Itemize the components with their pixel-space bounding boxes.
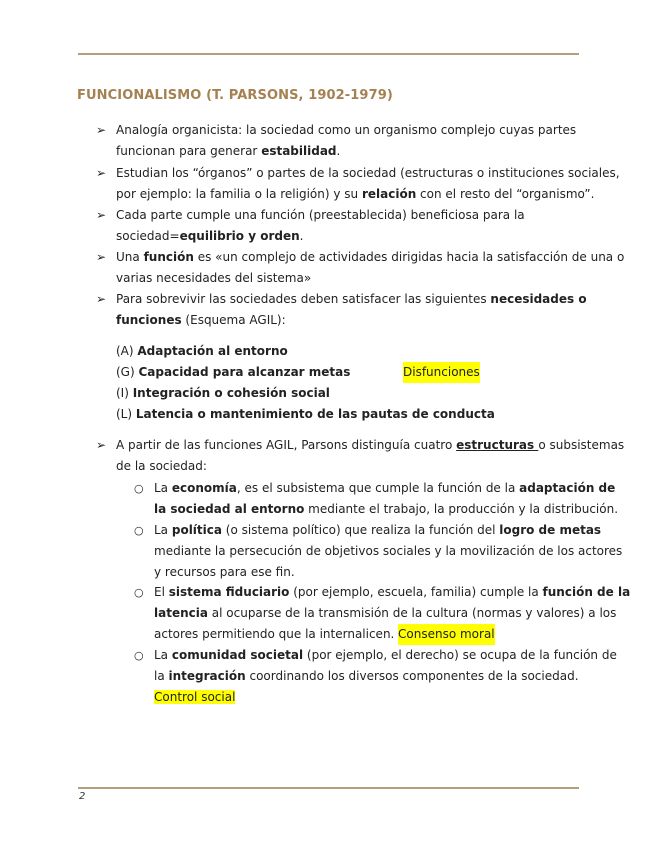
bullet-definicion-funcion: Una función es «un complejo de actividades dirigidas hacia la satisfacción de una o varias necesidades del sistema» — [116, 250, 625, 285]
subsystem-fiduciario: El sistema fiduciario (por ejemplo, escuela, familia) cumple la función de la latencia al ocuparse de la transmisión de la cultura (normas y valores) a los actores permitiendo que la internalicen. — [154, 585, 631, 641]
agil-item-i: (I) Integración o cohesión social — [116, 386, 330, 400]
header-rule — [78, 53, 579, 55]
circle-bullet-marker: ○ — [134, 524, 144, 537]
arrow-bullet-marker: ➢ — [96, 208, 107, 222]
circle-bullet-marker: ○ — [134, 586, 144, 599]
arrow-bullet-marker: ➢ — [96, 292, 107, 306]
arrow-bullet-marker: ➢ — [96, 250, 107, 264]
footer-rule — [78, 787, 579, 789]
agil-item-g: (G) Capacidad para alcanzar metas — [116, 365, 351, 379]
arrow-bullet-marker: ➢ — [96, 438, 107, 452]
bullet-necesidades: Para sobrevivir las sociedades deben satisfacer las siguientes necesidades o funciones (Esquema AGIL): — [116, 292, 587, 327]
highlight-disfunciones: Disfunciones — [403, 362, 480, 383]
subsystem-politica: La política (o sistema político) que realiza la función del logro de metas mediante la persecución de objetivos sociales y la movilización de los actores y recursos para ese fin. — [154, 523, 623, 579]
highlight-control-social: Control social — [154, 690, 236, 704]
circle-bullet-marker: ○ — [134, 482, 144, 495]
bullet-funcion-partes: Cada parte cumple una función (preestablecida) beneficiosa para la sociedad=equilibrio y orden. — [116, 208, 525, 243]
bullet-organos: Estudian los “órganos” o partes de la sociedad (estructuras o instituciones sociales, por ejemplo: la familia o la religión) y su relación con el resto del “organismo”. — [116, 166, 620, 201]
page-title: FUNCIONALISMO (T. PARSONS, 1902-1979) — [77, 88, 393, 103]
agil-item-a: (A) Adaptación al entorno — [116, 344, 288, 358]
subsystem-economia: La economía, es el subsistema que cumple la función de la adaptación de la sociedad al entorno mediante el trabajo, la producción y la distribución. — [154, 481, 619, 516]
bullet-organicista: Analogía organicista: la sociedad como un organismo complejo cuyas partes funcionan para generar estabilidad. — [116, 123, 577, 158]
agil-list — [116, 341, 495, 425]
circle-bullet-marker: ○ — [134, 649, 144, 662]
subsystem-comunidad: La comunidad societal (por ejemplo, el derecho) se ocupa de la función de la integración coordinando los diversos componentes de la sociedad. Control social — [154, 648, 617, 704]
arrow-bullet-marker: ➢ — [96, 123, 107, 137]
arrow-bullet-marker: ➢ — [96, 166, 107, 180]
highlight-consenso-moral: Consenso moral — [398, 624, 495, 645]
agil-item-l: (L) Latencia o mantenimiento de las pautas de conducta — [116, 407, 495, 421]
bullet-estructuras: A partir de las funciones AGIL, Parsons distinguía cuatro estructuras o subsistemas de la sociedad: — [116, 438, 625, 473]
page-number: 2 — [79, 791, 86, 802]
